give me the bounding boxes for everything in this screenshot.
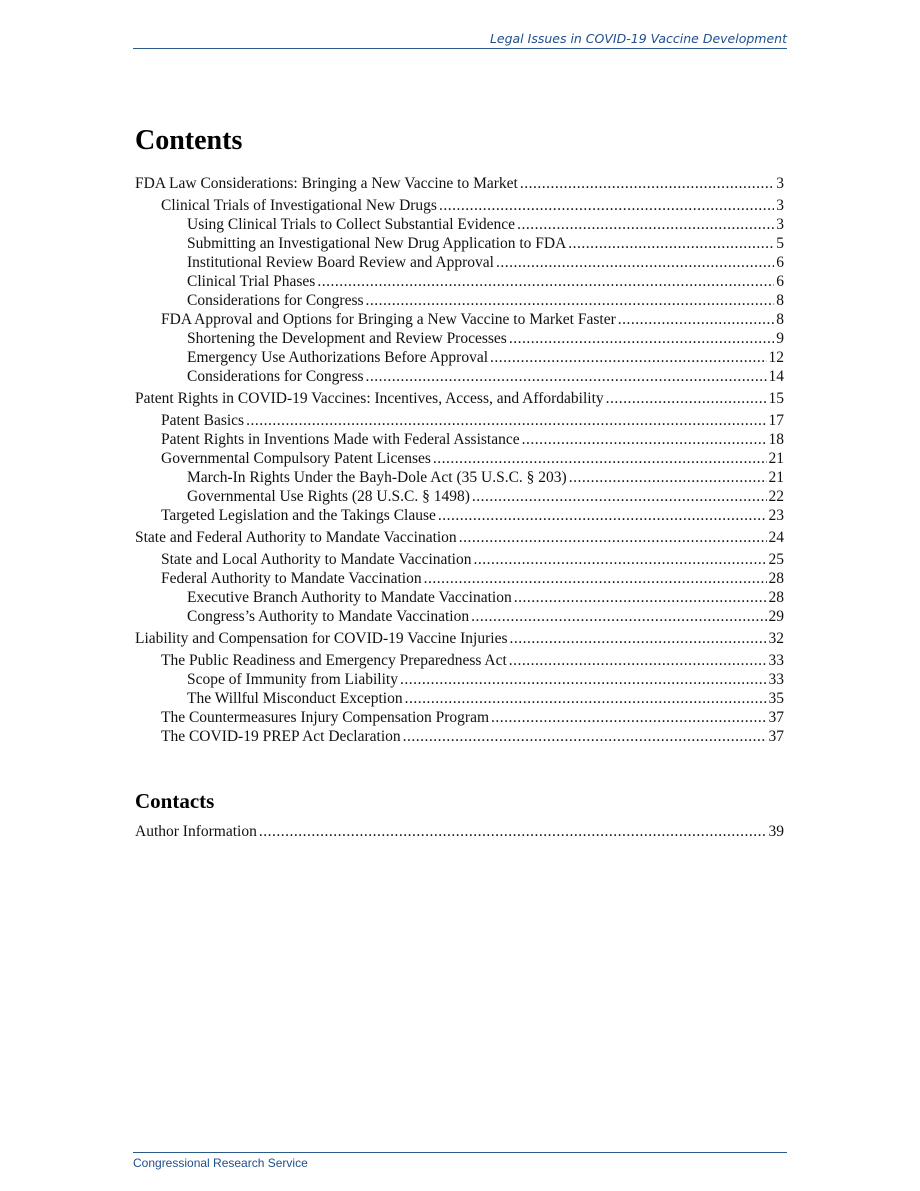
dot-leader	[509, 651, 767, 670]
dot-leader	[514, 588, 767, 607]
toc-entry-page: 21	[768, 469, 784, 486]
toc-entry[interactable]	[135, 528, 784, 547]
toc-entry-title: Governmental Use Rights (28 U.S.C. § 1498)	[187, 488, 470, 505]
toc-entry[interactable]	[135, 670, 784, 689]
toc-entry-title: Scope of Immunity from Liability	[187, 671, 398, 688]
toc-entry-title: The Public Readiness and Emergency Preparedness Act	[161, 652, 507, 669]
dot-leader	[606, 389, 767, 408]
toc-entry-title: Congress’s Authority to Mandate Vaccination	[187, 608, 470, 625]
toc-entry-title: Emergency Use Authorizations Before Approval	[187, 349, 489, 366]
dot-leader	[618, 310, 775, 329]
toc-entry-page: 35	[768, 690, 784, 707]
dot-leader	[520, 174, 774, 193]
toc-entry-title: Submitting an Investigational New Drug Application to FDA	[187, 235, 567, 252]
dot-leader	[366, 291, 775, 310]
toc-entry[interactable]	[135, 822, 784, 841]
toc-entry-page: 28	[768, 589, 784, 606]
toc-entry-page: 33	[768, 671, 784, 688]
toc-entry-page: 17	[768, 412, 784, 429]
toc-entry-title: State and Local Authority to Mandate Vaccination	[161, 551, 472, 568]
toc-entry-title: Targeted Legislation and the Takings Clause	[161, 507, 436, 524]
dot-leader	[568, 234, 774, 253]
dot-leader	[424, 569, 767, 588]
toc-entry-page: 37	[768, 728, 784, 745]
dot-leader	[517, 215, 774, 234]
toc-entry[interactable]	[135, 550, 784, 569]
dot-leader	[569, 468, 767, 487]
toc-entry-page: 8	[776, 292, 784, 309]
toc-entry[interactable]	[135, 468, 784, 487]
toc-entry[interactable]	[135, 174, 784, 193]
toc-entry[interactable]	[135, 329, 784, 348]
toc-entry[interactable]	[135, 348, 784, 367]
toc-entry-title: Patent Rights in COVID-19 Vaccines: Incentives, Access, and Affordability	[135, 390, 604, 407]
toc-entry[interactable]	[135, 607, 784, 626]
toc-entry-page: 3	[776, 175, 784, 192]
dot-leader	[522, 430, 767, 449]
toc-entry-page: 5	[776, 235, 784, 252]
toc-entry-title: Author Information	[135, 823, 257, 840]
toc-entry[interactable]	[135, 651, 784, 670]
contents-heading: Contents	[135, 125, 243, 156]
contacts-list	[135, 822, 784, 841]
toc-entry-title: Considerations for Congress	[187, 368, 364, 385]
toc-entry-page: 18	[768, 431, 784, 448]
toc-entry-title: Patent Basics	[161, 412, 245, 429]
toc-entry-page: 22	[768, 488, 784, 505]
toc-entry-page: 33	[768, 652, 784, 669]
toc-entry-page: 39	[768, 823, 784, 840]
dot-leader	[459, 528, 767, 547]
toc-entry[interactable]	[135, 253, 784, 272]
toc-entry[interactable]	[135, 708, 784, 727]
toc-entry-page: 3	[776, 216, 784, 233]
running-header: Legal Issues in COVID-19 Vaccine Development	[133, 30, 787, 49]
toc-entry[interactable]	[135, 272, 784, 291]
toc-entry[interactable]	[135, 234, 784, 253]
toc-entry[interactable]	[135, 196, 784, 215]
dot-leader	[439, 196, 774, 215]
toc-entry[interactable]	[135, 569, 784, 588]
dot-leader	[474, 550, 767, 569]
toc-entry[interactable]	[135, 215, 784, 234]
toc-entry-page: 32	[768, 630, 784, 647]
dot-leader	[509, 329, 774, 348]
toc-entry-title: Considerations for Congress	[187, 292, 364, 309]
toc-entry-title: Liability and Compensation for COVID-19 Vaccine Injuries	[135, 630, 508, 647]
toc-entry-title: March-In Rights Under the Bayh-Dole Act (35 U.S.C. § 203)	[187, 469, 567, 486]
toc-entry-title: Clinical Trial Phases	[187, 273, 316, 290]
dot-leader	[259, 822, 767, 841]
toc-entry-title: The Willful Misconduct Exception	[187, 690, 403, 707]
toc-entry-title: Clinical Trials of Investigational New Drugs	[161, 197, 437, 214]
contacts-heading: Contacts	[135, 789, 215, 813]
toc-entry[interactable]	[135, 588, 784, 607]
toc-entry-title: Using Clinical Trials to Collect Substantial Evidence	[187, 216, 516, 233]
toc-entry-page: 23	[768, 507, 784, 524]
dot-leader	[471, 607, 766, 626]
dot-leader	[317, 272, 774, 291]
toc-entry-page: 21	[768, 450, 784, 467]
toc-entry-page: 9	[776, 330, 784, 347]
dot-leader	[496, 253, 774, 272]
table-of-contents	[135, 174, 784, 746]
dot-leader	[472, 487, 767, 506]
toc-entry-page: 25	[768, 551, 784, 568]
dot-leader	[490, 348, 766, 367]
toc-entry-title: Shortening the Development and Review Processes	[187, 330, 507, 347]
toc-entry[interactable]	[135, 487, 784, 506]
toc-entry[interactable]	[135, 411, 784, 430]
toc-entry-title: Patent Rights in Inventions Made with Federal Assistance	[161, 431, 520, 448]
dot-leader	[510, 629, 767, 648]
toc-entry-page: 14	[768, 368, 784, 385]
toc-entry-title: Institutional Review Board Review and Approval	[187, 254, 494, 271]
toc-entry-title: State and Federal Authority to Mandate Vaccination	[135, 529, 457, 546]
dot-leader	[400, 670, 767, 689]
toc-entry[interactable]	[135, 727, 784, 746]
toc-entry-title: The COVID-19 PREP Act Declaration	[161, 728, 401, 745]
dot-leader	[246, 411, 766, 430]
toc-entry-page: 24	[768, 529, 784, 546]
dot-leader	[366, 367, 767, 386]
toc-entry[interactable]	[135, 449, 784, 468]
toc-entry-page: 8	[776, 311, 784, 328]
toc-entry-title: Governmental Compulsory Patent Licenses	[161, 450, 431, 467]
dot-leader	[491, 708, 766, 727]
toc-entry-page: 3	[776, 197, 784, 214]
toc-entry-title: FDA Approval and Options for Bringing a New Vaccine to Market Faster	[161, 311, 616, 328]
toc-entry[interactable]	[135, 689, 784, 708]
toc-entry-title: FDA Law Considerations: Bringing a New Vaccine to Market	[135, 175, 518, 192]
toc-entry-page: 6	[776, 254, 784, 271]
toc-entry-title: The Countermeasures Injury Compensation Program	[161, 709, 490, 726]
page-footer: Congressional Research Service	[133, 1152, 787, 1170]
toc-entry[interactable]	[135, 389, 784, 408]
toc-entry-title: Federal Authority to Mandate Vaccination	[161, 570, 422, 587]
toc-entry[interactable]	[135, 310, 784, 329]
toc-entry-page: 29	[768, 608, 784, 625]
toc-entry-page: 28	[768, 570, 784, 587]
toc-entry-title: Executive Branch Authority to Mandate Vaccination	[187, 589, 512, 606]
toc-entry-page: 37	[768, 709, 784, 726]
toc-entry[interactable]	[135, 506, 784, 525]
toc-entry-page: 6	[776, 273, 784, 290]
dot-leader	[405, 689, 767, 708]
toc-entry[interactable]	[135, 629, 784, 648]
toc-entry-page: 15	[768, 390, 784, 407]
toc-entry-page: 12	[768, 349, 784, 366]
toc-entry[interactable]	[135, 291, 784, 310]
dot-leader	[438, 506, 767, 525]
dot-leader	[403, 727, 767, 746]
toc-entry[interactable]	[135, 367, 784, 386]
dot-leader	[433, 449, 767, 468]
toc-entry[interactable]	[135, 430, 784, 449]
